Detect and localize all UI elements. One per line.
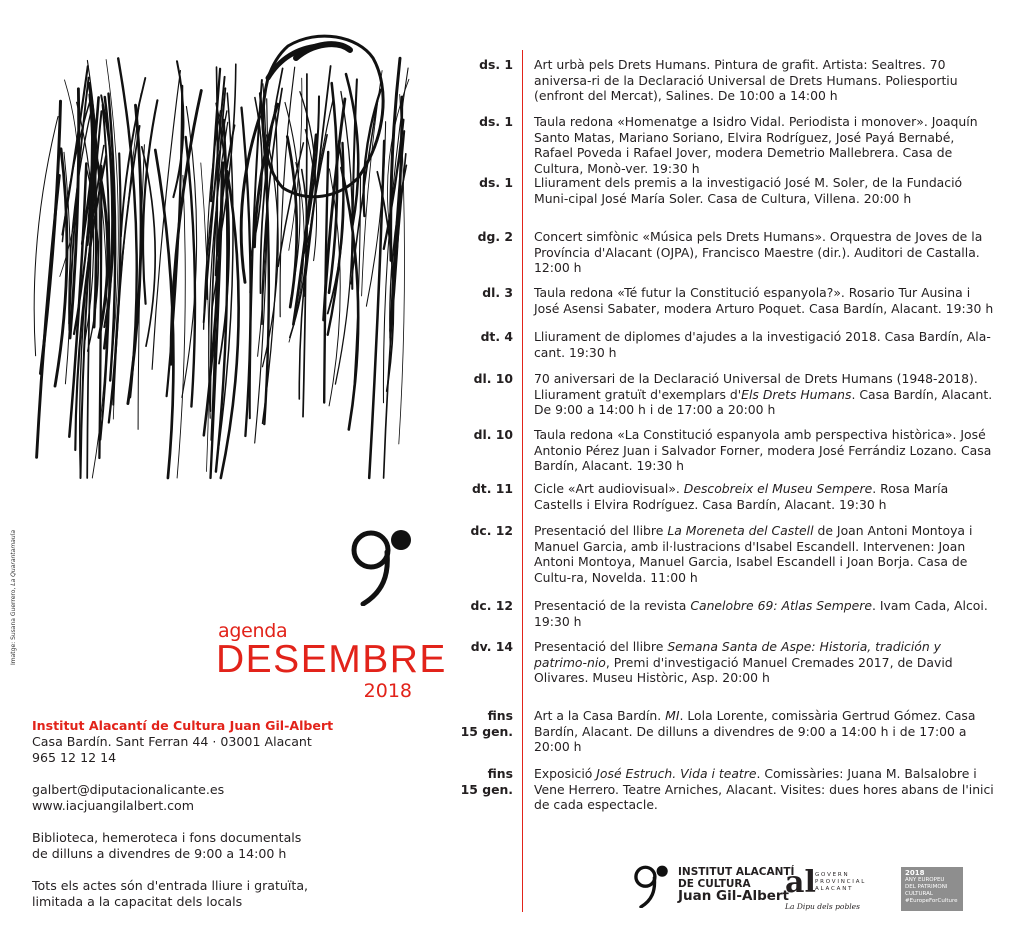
iac-comma-logo [345,520,417,606]
event-date: fins 15 gen. [460,708,513,739]
phone: 965 12 12 14 [32,750,117,765]
month-title: DESEMBRE [216,638,447,681]
diputacio-tagline: La Dipu dels pobles [785,902,860,911]
iac-line-1: INSTITUT ALACANTÍ [678,866,795,878]
event-date: dc. 12 [470,523,513,538]
event-item [440,708,994,755]
event-item [440,427,994,474]
image-credit-title: La Quarantamaula [10,529,17,586]
ink-illustration [18,18,448,488]
event-description: Concert simfònic «Música pels Drets Humans». Orquestra de Joves de la Província d'Alacant (OJPA), Francisco Maestre (dir.). Auditori de Castalla. 12:00 h [534,229,983,275]
event-title-italic: MI [665,708,680,723]
eu-line-3: CULTURAL [905,891,933,897]
event-description: Lliurament dels premis a la investigació José M. Soler, de la Fundació Muni-cipal José María Soler. Casa de Cultura, Villena. 20:00 h [534,175,963,206]
hair-stroke [384,154,406,478]
event-title-italic: Semana Santa de Aspe: Historia, tradición y patrimo-nio [534,639,941,670]
eu-heritage-logo [901,867,963,911]
event-item [440,523,994,585]
iac-comma-icon [630,860,672,908]
event-text-part: , Premi d'investigació Manuel Cremades 2017, de David Olivares. Museu Històric, Asp. 20:00 h [534,654,953,685]
event-text-part: Presentació del llibre [534,639,668,654]
event-date: ds. 1 [479,175,513,190]
event-date: dl. 10 [473,371,513,386]
institution-name: Institut Alacantí de Cultura Juan Gil-Albert [32,718,334,733]
event-description [530,371,994,418]
agenda-label: agenda [218,620,288,642]
event-date: dl. 3 [482,285,513,300]
diputacio-logo [785,865,867,916]
event-item [440,175,994,206]
event-description [530,708,994,755]
event-date: dt. 11 [471,481,513,496]
event-title-italic: La Moreneta del Castell [667,523,814,538]
event-date: ds. 1 [479,114,513,129]
event-text-part: Exposició [534,766,597,781]
event-date: dl. 10 [473,427,513,442]
event-title-italic: Descobreix el Museu Sempere [683,481,873,496]
event-date: dt. 4 [480,329,513,344]
event-description [530,766,994,813]
event-text-part: . Comissàries: Juana M. Balsalobre i Vene Herrero. Teatre Arniches, Alacant. Visites: dues hores abans de l'inici de cada espectacle. [534,766,994,812]
iac-footer-logo [630,860,794,908]
eu-line-2: DEL PATRIMONI [905,884,948,890]
event-description: Art urbà pels Drets Humans. Pintura de grafit. Artista: Sealtres. 70 aniversa-ri de la Declaració Universal de Drets Humans. Poliesportiu (enfront del Mercat), Salines. De 10:00 a 14:00 h [534,57,958,103]
event-date: dg. 2 [477,229,513,244]
diputacio-gov-text: GOVERN PROVINCIAL ALACANT [815,872,867,892]
event-text-part: . Ivam Cada, Alcoi. 19:30 h [534,598,988,629]
address: Casa Bardín. Sant Ferran 44 · 03001 Alacant [32,734,312,749]
event-description [530,523,994,585]
entry-note: Tots els actes són d'entrada lliure i gratuïta, [32,878,309,893]
contact-block [32,718,332,926]
event-text-part: de Joan Antoni Montoya i Manuel Garcia, amb il·lustracions d'Isabel Escandell. Intervenen: Joan Antoni Montoya, Manuel Garcia, Isabel Escandell i Joan Borja. Casa de Cultu-ra, Novelda. 11:00 h [534,523,973,585]
library-line: Biblioteca, hemeroteca i fons documentals [32,830,302,845]
event-description: Taula redona «La Constitució espanyola amb perspectiva històrica». José Antonio Pérez Juan i Salvador Forner, modera José Ferrándiz Lozano. Casa Bardín, Alacant. 19:30 h [534,427,992,473]
library-hours: de dilluns a divendres de 9:00 a 14:00 h [32,846,287,861]
entry-note-2: limitada a la capacitat dels locals [32,894,243,909]
event-date: dc. 12 [470,598,513,613]
email-link[interactable]: galbert@diputacionalicante.es [32,782,225,797]
iac-line-2: DE CULTURA [678,878,751,890]
event-date: dv. 14 [470,639,513,654]
event-item [440,639,994,686]
year-label: 2018 [363,680,412,702]
eu-year: 2018 [905,869,925,877]
event-description: Lliurament de diplomes d'ajudes a la investigació 2018. Casa Bardín, Ala-cant. 19:30 h [534,329,991,360]
event-item [440,285,994,316]
event-title-italic: Canelobre 69: Atlas Sempere [690,598,873,613]
event-description [530,598,994,629]
event-text-part: Cicle «Art audiovisual». [534,481,684,496]
event-item [440,766,994,813]
event-description: Taula redona «Homenatge a Isidro Vidal. Periodista i monover». Joaquín Santo Matas, Mariano Soriano, Elvira Rodríguez, José Payá Bernabé, Rafael Poveda i Rafael Jover, modera Demetrio Mallebrera. Casa de Cultura, Monò-ver. 19:30 h [534,114,978,176]
event-item [440,371,994,418]
web-link[interactable]: www.iacjuangilalbert.com [32,798,195,813]
event-text-part: . Rosa María Castells i Elvira Rodríguez. Casa Bardín, Alacant. 19:30 h [534,481,949,512]
event-item [440,229,994,276]
diputacio-mark: al [785,865,816,900]
event-text-part: Presentació de la revista [534,598,691,613]
event-text-part: . Lola Lorente, comissària Gertrud Gómez. Casa Bardín, Alacant. De dilluns a divendres de 9:00 a 14:00 h i de 17:00 a 20:00 h [534,708,976,754]
event-text-part: Art a la Casa Bardín. [534,708,666,723]
event-item [440,481,994,512]
event-description [530,481,994,512]
event-date: ds. 1 [479,57,513,72]
event-title-italic: José Estruch. Vida i teatre [596,766,757,781]
event-date: fins 15 gen. [460,766,513,797]
event-text-part: 70 aniversari de la Declaració Universal de Drets Humans (1948-2018). Lliurament gratuït d'exemplars d' [534,371,978,402]
event-description [530,639,994,686]
event-item [440,329,994,360]
event-text-part: Presentació del llibre [534,523,668,538]
iac-line-3: Juan Gil-Albert [678,888,789,904]
event-item [440,57,994,104]
event-item [440,598,994,629]
event-text-part: . Casa Bardín, Alacant. De 9:00 a 14:00 h i de 17:00 a 20:00 h [534,386,993,417]
event-description: Taula redona «Té futur la Constitució espanyola?». Rosario Tur Ausina i José Asensi Sabater, modera Arturo Poquet. Casa Bardín, Alacant. 19:30 h [534,285,994,316]
event-title-italic: Els Drets Humans [741,386,852,402]
event-item [440,114,994,176]
image-credit: Imatge: Susana Guerrero, La Quarantamaula [10,529,17,665]
eu-tag: #EuropeForCulture [905,898,958,904]
eu-line-1: ANY EUROPEU [905,877,945,883]
